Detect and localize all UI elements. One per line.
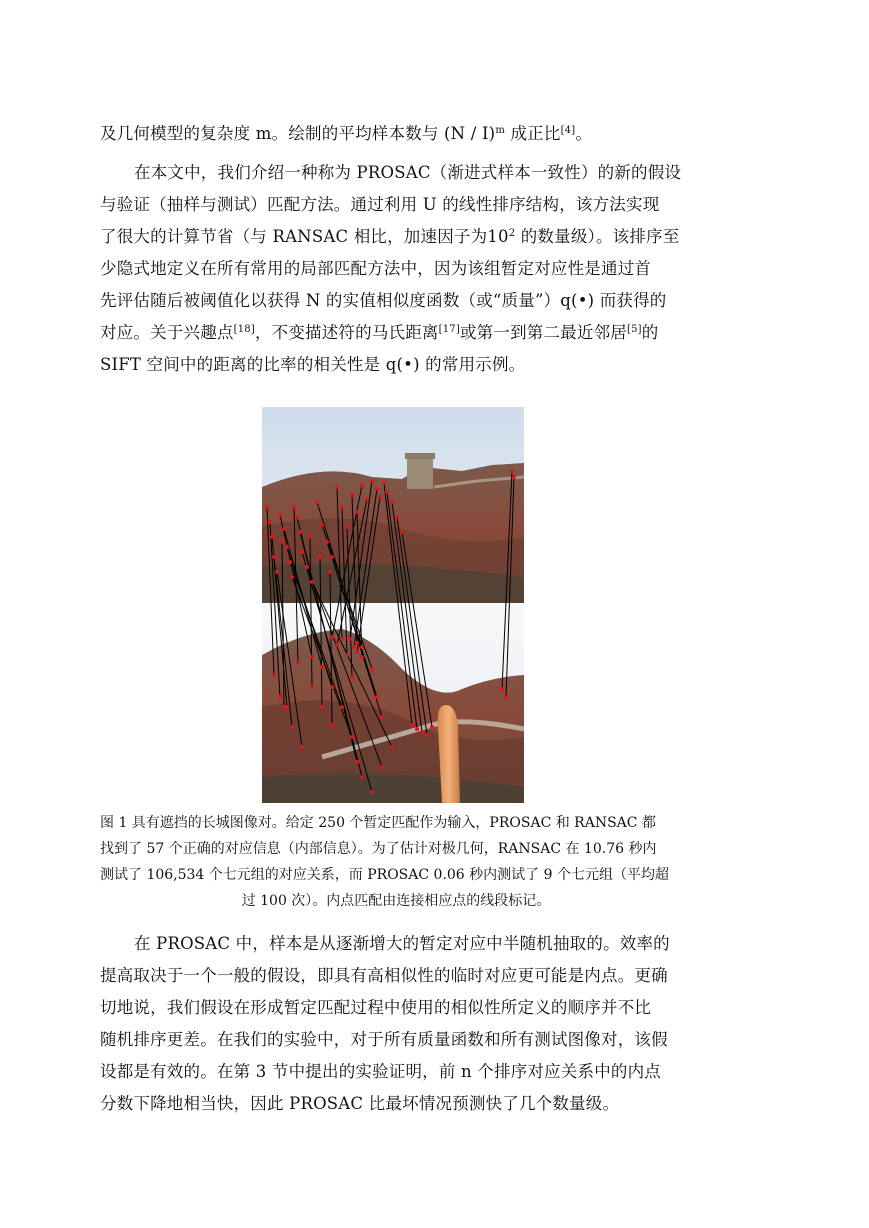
match-point [360,483,364,487]
match-point [370,790,374,794]
paragraph-line: 设都是有效的。在第 3 节中提出的实验证明，前 n 个排序对应关系中的内点 [100,1062,662,1081]
match-point [300,550,304,554]
match-point [348,637,352,641]
caption-line: 测试了 106,534 个七元组的对应关系，而 PROSAC 0.06 秒内测试了 9 个七元组（平均超 [100,867,669,883]
match-point [278,695,282,699]
match-point [410,723,414,727]
match-point [390,745,394,749]
match-point [268,520,272,524]
figure-caption [100,810,692,914]
match-point [500,687,504,691]
match-point [375,487,379,491]
match-point [360,645,364,649]
paragraph-line: 在 PROSAC 中，样本是从逐渐增大的暂定对应中半随机抽取的。效率的 [134,934,670,953]
match-point [385,490,389,494]
match-point [318,555,322,559]
match-point [335,643,339,647]
match-point [355,510,359,514]
paragraph-line: 提高取决于一个一般的假设，即具有高相似性的临时对应更可能是内点。更确 [100,966,668,985]
paragraph-line: 在本文中，我们介绍一种称为 PROSAC（渐进式样本一致性）的新的假设 [134,163,682,182]
match-point [282,527,286,531]
match-point [350,735,354,739]
match-point [282,705,286,709]
match-point [375,695,379,699]
match-point [328,570,332,574]
match-point [280,540,284,544]
match-point [320,705,324,709]
match-point [350,675,354,679]
match-point [400,530,404,534]
match-point [270,535,274,539]
match-point [360,655,364,659]
match-point [370,479,374,483]
match-point [355,650,359,654]
match-point [380,765,384,769]
match-point [300,745,304,749]
paragraph-line: 切地说，我们假设在形成暂定匹配过程中使用的相似性所定义的顺序并不比 [100,998,652,1017]
caption-line: 找到了 57 个正确的对应信息（内部信息）。为了估计对极几何，RANSAC 在 10.76 秒内 [100,841,657,857]
match-point [308,535,312,539]
match-point [415,727,419,731]
match-point [310,685,314,689]
match-point [425,733,429,737]
match-point [340,637,344,641]
match-point [325,540,329,544]
paragraph-line: 对应。关于兴趣点[18]，不变描述符的马氏距离[17]或第一到第二最近邻居[5]的 [100,323,659,342]
match-point [335,485,339,489]
paragraph-1 [100,118,692,150]
paragraph-line: 及几何模型的复杂度 m。绘制的平均样本数与 (N / I)$^m$ 成正比[4]。 [100,124,593,143]
paragraph-line: 先评估随后被阈值化以获得 N 的实值相似度函数（或“质量”）q(•) 而获得的 [100,291,667,310]
top-photo [262,407,524,603]
match-point [355,641,359,645]
great-wall-figure [262,407,524,803]
match-point [340,505,344,509]
match-point [378,495,382,499]
match-point [278,513,282,517]
match-point [430,725,434,729]
match-point [420,730,424,734]
match-point [290,725,294,729]
match-point [275,570,279,574]
match-point [320,665,324,669]
caption-line: 过 100 次）。内点匹配由连接相应点的线段标记。 [241,893,551,909]
paragraph-line: 分数下降地相当快，因此 PROSAC 比最坏情况预测快了几个数量级。 [100,1094,620,1113]
paragraph-line: 与验证（抽样与测试）匹配方法。通过利用 U 的线性排序结构，该方法实现 [100,195,660,214]
match-point [265,505,269,509]
match-point [365,497,369,501]
match-point [272,555,276,559]
match-point [330,685,334,689]
match-point [288,560,292,564]
match-point [285,545,289,549]
match-point [390,500,394,504]
match-point [340,705,344,709]
match-point [272,673,276,677]
paragraph-2 [100,157,692,381]
match-point [360,775,364,779]
match-point [295,515,299,519]
match-point [330,723,334,727]
match-point [292,505,296,509]
match-point [510,469,514,473]
paragraph-line: 少隐式地定义在所有常用的局部匹配方法中，因为该组暂定对应性是通过首 [100,259,652,278]
match-point [355,760,359,764]
match-point [512,475,516,479]
caption-line: 图 1 具有遮挡的长城图像对。给定 250 个暂定匹配作为输入，PROSAC 和 RANSAC 都 [100,815,656,831]
match-point [330,635,334,639]
paragraph-line: 随机排序更差。在我们的实验中，对于所有质量函数和所有测试图像对，该假 [100,1030,668,1049]
match-point [345,525,349,529]
match-point [345,653,349,657]
paragraph-3 [100,928,692,1120]
match-point [305,565,309,569]
match-point [330,555,334,559]
match-point [310,655,314,659]
match-point [382,481,386,485]
paragraph-line: 了很大的计算节省（与 RANSAC 相比，加速因子为$10^2$ 的数量级）。该排序至 [100,227,680,246]
match-point [320,523,324,527]
match-point [290,575,294,579]
match-point [504,695,508,699]
match-point [298,530,302,534]
match-point [315,500,319,504]
paragraph-line: SIFT 空间中的距离的比率的相关性是 q(•) 的常用示例。 [100,355,526,374]
match-point [310,580,314,584]
bottom-photo [262,603,524,803]
match-point [380,715,384,719]
match-point [296,661,300,665]
match-point [370,667,374,671]
match-point [395,515,399,519]
match-point [350,493,354,497]
match-point [352,645,356,649]
